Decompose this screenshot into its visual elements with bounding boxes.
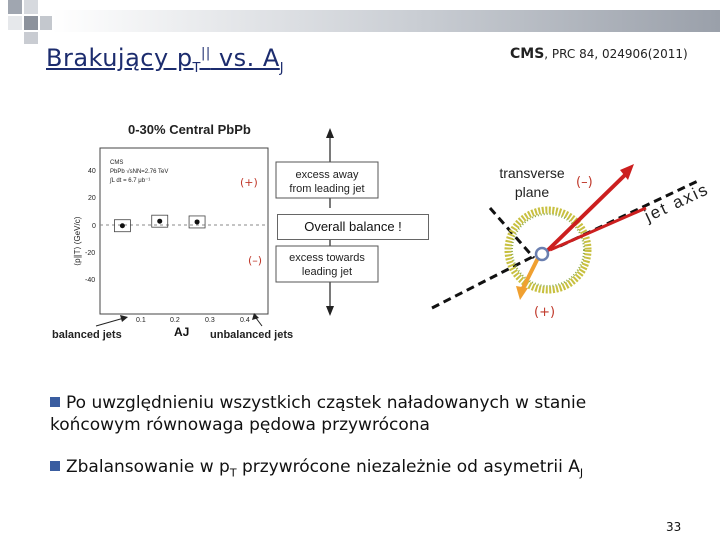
jet-axis-label: jet axis — [641, 179, 713, 226]
unbalanced-jets-label: unbalanced jets — [210, 329, 294, 341]
data-point — [120, 223, 125, 228]
decor-square — [24, 0, 38, 14]
header-gradient-bar — [52, 10, 720, 32]
legend-cms: CMS — [110, 160, 124, 166]
data-point — [195, 219, 200, 224]
jet-axis-line — [432, 254, 538, 308]
bullet-pre: Zbalansowanie w p — [66, 457, 230, 477]
decor-square — [8, 0, 22, 14]
decor-square — [24, 16, 38, 30]
bullet-item — [50, 456, 690, 484]
transverse-label: transverse — [499, 165, 565, 181]
panel-title: 0-30% Central PbPb — [128, 122, 251, 137]
down-arrow-head — [326, 306, 334, 316]
bullet-marker — [50, 461, 60, 471]
box-towards-line1: excess towards — [289, 252, 365, 264]
vertical-dashed — [490, 208, 534, 258]
bullet-sub2: J — [579, 466, 584, 480]
plane-label: plane — [514, 184, 550, 200]
xtick-label: 0.1 — [136, 317, 146, 324]
y-axis-label: ⟨p∥T⟩ (GeV/c) — [73, 216, 82, 266]
box-towards-line2: leading jet — [301, 266, 353, 278]
data-points-group — [114, 215, 205, 232]
ytick-label: 0 — [92, 223, 96, 230]
minus-label: (–) — [248, 254, 263, 267]
bullet-marker — [50, 397, 60, 407]
bullet-sub: T — [229, 466, 237, 480]
y-ticks — [85, 168, 96, 284]
ytick-label: 20 — [88, 195, 96, 202]
reference-citation: CMS, PRC 84, 024906(2011) — [510, 46, 688, 62]
center-point — [536, 248, 548, 260]
decor-square — [8, 16, 22, 30]
balanced-arrow-head — [120, 315, 128, 322]
x-ticks — [136, 317, 250, 324]
bullet-line1: Po uwzględnieniu wszystkich cząstek naładowanych w stanie — [66, 393, 587, 413]
legend-energy: PbPb √sNN=2.76 TeV — [110, 169, 169, 175]
overall-balance-box: Overall balance ! — [277, 214, 429, 240]
red-line-to-axis — [550, 208, 646, 250]
balanced-jets-label: balanced jets — [52, 329, 122, 341]
page-number: 33 — [666, 520, 682, 534]
balanced-arrow — [96, 318, 124, 326]
slide-title: Brakujący $p_T^{||}$ vs. $A_J$ — [46, 44, 285, 76]
box-away-line1: excess away — [295, 169, 359, 181]
jet-axis-diagram — [430, 150, 720, 320]
legend-lumi: ∫L dt = 6.7 μb⁻¹ — [110, 178, 151, 184]
ytick-label: 40 — [88, 168, 96, 175]
plus-label: (+) — [240, 176, 258, 189]
xtick-label: 0.3 — [205, 317, 215, 324]
bullet-mid: przywrócone niezależnie od asymetrii A — [236, 457, 580, 477]
aj-axis-label: AJ — [174, 325, 190, 339]
xtick-label: 0.2 — [170, 317, 180, 324]
unbalanced-arrow — [256, 318, 262, 326]
data-point — [157, 219, 162, 224]
decor-square — [40, 16, 52, 30]
up-arrow-head — [326, 128, 334, 138]
ytick-label: -40 — [85, 277, 96, 284]
box-away-line2: from leading jet — [289, 183, 365, 195]
bullet-line2: końcowym równowaga pędowa przywrócona — [50, 415, 430, 435]
decor-square — [24, 32, 38, 44]
plus-charge-label: (+) — [534, 305, 556, 320]
xtick-label: 0.4 — [240, 317, 250, 324]
bullet-item — [50, 392, 690, 436]
orange-arrow-head — [516, 286, 528, 300]
minus-charge-label: (–) — [576, 175, 593, 190]
ytick-label: -20 — [85, 250, 96, 257]
